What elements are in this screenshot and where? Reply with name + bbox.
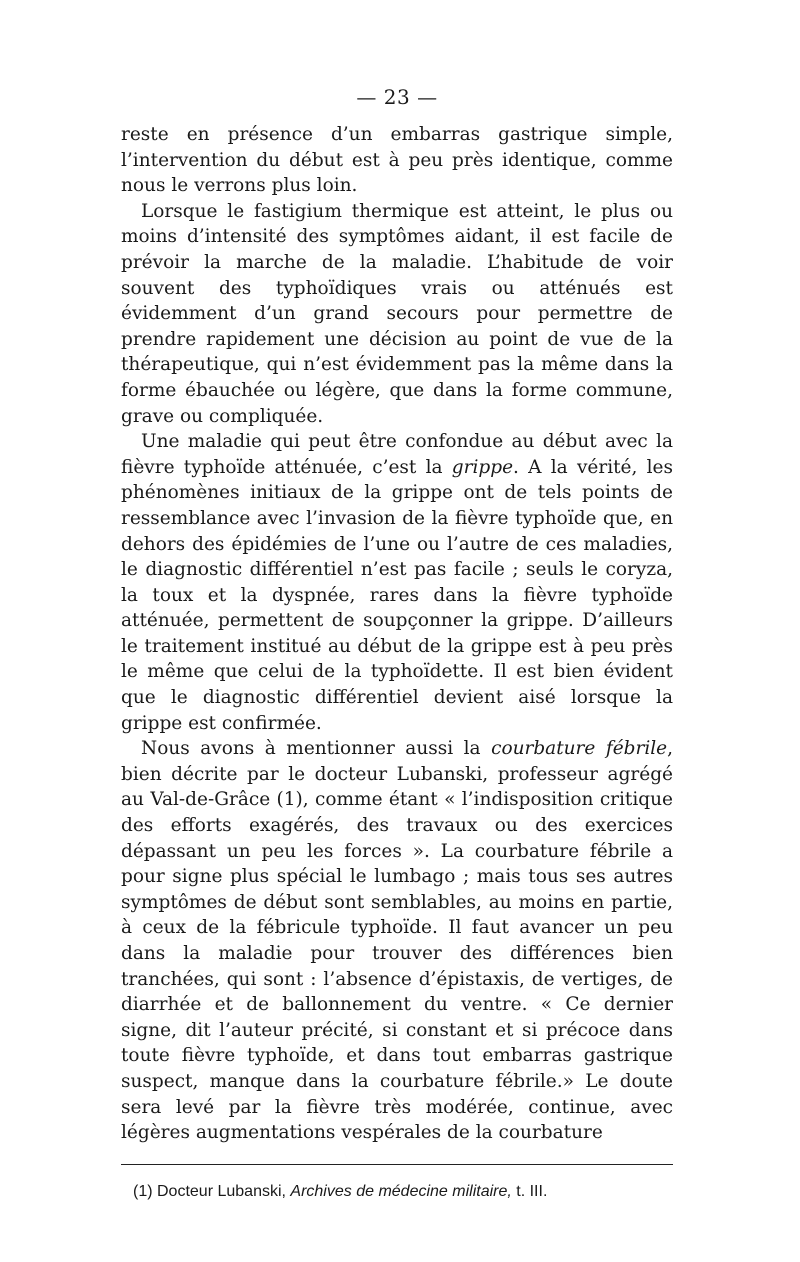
paragraph-3 (121, 429, 673, 736)
paragraph-3-text-b: . A la vérité, les phénomènes initiaux de la grippe ont de tels points de ressemblance avec l’invasion de la fièvre typhoïde que, en dehors des épidémies de l’une ou l’autre de ces maladies, le diagnostic différentiel n’est pas facile ; seuls le coryza, la toux et la dyspnée, rares dans la fièvre typhoïde atténuée, permettent de soupçonner la grippe. D’ailleurs le traitement institué au début de la grippe est à peu près le même que celui de la typhoïdette. Il est bien évident que le diagnostic différentiel devient aisé lorsque la grippe est confirmée. (121, 456, 673, 734)
paragraph-3-text-a: Une maladie qui peut être confondue au début avec la fièvre typhoïde atténuée, c’est la (121, 431, 673, 478)
paragraph-2-text: Lorsque le fastigium thermique est atteint, le plus ou moins d’intensité des symptômes aidant, il est facile de prévoir la marche de la maladie. L’habitude de voir souvent des typhoïdiques vrais ou atténués est évidemment d’un grand secours pour permettre de prendre rapidement une décision au point de vue de la thérapeutique, qui n’est évidemment pas la même dans la forme ébauchée ou légère, que dans la forme commune, grave ou compliquée. (121, 200, 673, 427)
body-text (121, 122, 673, 1146)
paragraph-4 (121, 736, 673, 1146)
paragraph-4-text-a: Nous avons à mentionner aussi la (141, 738, 492, 760)
paragraph-2 (121, 199, 673, 429)
paragraph-4-italic-courbature: courbature fébrile (491, 738, 668, 760)
paragraph-3-italic-grippe: grippe (451, 456, 514, 478)
footnote-text-b: t. III. (511, 1182, 548, 1200)
footnote-divider (121, 1164, 673, 1165)
document-page (121, 84, 673, 1203)
page-number: — 23 — (356, 85, 438, 109)
footnote-text-a: (1) Docteur Lubanski, (133, 1182, 291, 1200)
footnote-italic-archives: Archives de médecine militaire, (290, 1182, 512, 1200)
footnote (121, 1181, 673, 1203)
paragraph-4-text-b: , bien décrite par le docteur Lubanski, professeur agrégé au Val-de-Grâce (1), comme étant « l’indisposition critique des efforts exagérés, des travaux ou des exercices dépassant un peu les forces ». La courbature fébrile a pour signe plus spécial le lumbago ; mais tous ses autres symptômes de début sont semblables, au moins en partie, à ceux de la fébricule typhoïde. Il faut avancer un peu dans la maladie pour trouver des différences bien tranchées, qui sont : l’absence d’épistaxis, de vertiges, de diarrhée et de ballonnement du ventre. « Ce dernier signe, dit l’auteur précité, si constant et si précoce dans toute fièvre typhoïde, et dans tout embarras gastrique suspect, manque dans la courbature fébrile.» Le doute sera levé par la fièvre très modérée, continue, avec légères augmentations vespérales de la courbature (121, 738, 673, 1144)
paragraph-1 (121, 122, 673, 199)
paragraph-1-text: reste en présence d’un embarras gastrique simple, l’intervention du début est à peu près identique, comme nous le verrons plus loin. (121, 124, 673, 197)
